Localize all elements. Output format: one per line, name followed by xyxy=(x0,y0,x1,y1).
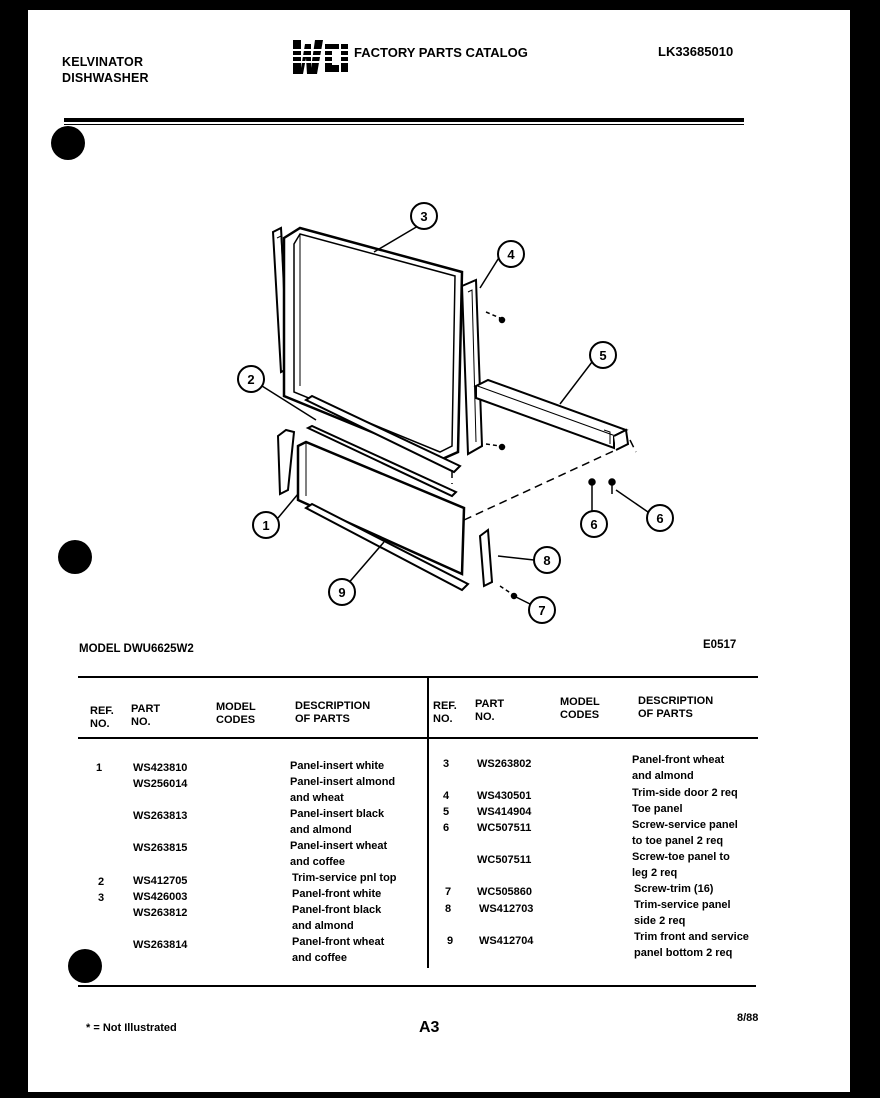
table-row: WS263812 xyxy=(133,907,188,919)
table-row: WS430501 xyxy=(477,790,532,802)
table-row: leg 2 req xyxy=(632,867,678,879)
table-row: 6 xyxy=(443,822,450,834)
product-type: DISHWASHER xyxy=(62,71,149,85)
table-row: Panel-insert wheat xyxy=(290,840,388,852)
table-row: and coffee xyxy=(290,856,346,868)
table-row: Panel-front wheat xyxy=(632,754,725,766)
table-row: 7 xyxy=(445,886,452,898)
service-panel-side-trim xyxy=(480,530,492,586)
header-model-codes-right: MODEL CODES xyxy=(560,696,600,721)
table-row: Panel-front wheat xyxy=(292,936,385,948)
table-header-rule xyxy=(78,737,758,739)
table-row: WS256014 xyxy=(133,778,188,790)
table-row: 4 xyxy=(443,790,450,802)
callout-5: 5 xyxy=(599,348,607,363)
table-row: Screw-trim (16) xyxy=(634,883,714,895)
header-ref-no-right: REF. NO. xyxy=(433,700,457,725)
table-row: 9 xyxy=(447,935,454,947)
catalog-number: LK33685010 xyxy=(658,44,734,59)
table-row: WS412703 xyxy=(479,903,534,915)
table-column-divider xyxy=(427,678,429,968)
callout-3: 3 xyxy=(420,209,428,224)
toe-panel xyxy=(476,380,628,450)
table-row: and almond xyxy=(632,770,694,782)
table-row: and wheat xyxy=(290,792,344,804)
table-bottom-rule xyxy=(78,985,756,987)
table-row: Panel-front black xyxy=(292,904,382,916)
table-row: WS412704 xyxy=(479,935,534,947)
table-row: 3 xyxy=(443,758,450,770)
table-row: 8 xyxy=(445,903,452,915)
table-row: WS263813 xyxy=(133,810,188,822)
table-top-rule xyxy=(78,676,758,678)
table-row: WC505860 xyxy=(477,886,533,898)
callout-1: 1 xyxy=(262,518,270,533)
callout-2: 2 xyxy=(247,372,255,387)
table-row: 2 xyxy=(98,876,105,888)
table-row: WC507511 xyxy=(477,822,532,834)
table-row: Panel-insert white xyxy=(290,760,385,772)
table-row: and almond xyxy=(290,824,352,836)
table-row: WS412705 xyxy=(133,875,188,887)
header-ref-no-left: REF. NO. xyxy=(90,705,114,730)
table-row: Trim front and service xyxy=(634,931,749,943)
callout-6b: 6 xyxy=(656,511,664,526)
table-row: Trim-side door 2 req xyxy=(632,787,738,799)
print-date: 8/88 xyxy=(737,1012,759,1024)
brand-name: KELVINATOR xyxy=(62,55,144,69)
table-row: to toe panel 2 req xyxy=(632,835,724,847)
callout-9: 9 xyxy=(338,585,346,600)
callout-8: 8 xyxy=(543,553,551,568)
page-id: A3 xyxy=(419,1019,440,1036)
table-row: Panel-front white xyxy=(292,888,382,900)
table-row: WC507511 xyxy=(477,854,532,866)
catalog-title: FACTORY PARTS CATALOG xyxy=(354,45,528,60)
callout-4: 4 xyxy=(507,247,515,262)
table-row: Toe panel xyxy=(632,803,683,815)
table-row: Trim-service panel xyxy=(634,899,731,911)
header-part-no-left: PART NO. xyxy=(131,703,161,728)
table-row: WS263814 xyxy=(133,939,188,951)
figure-code: E0517 xyxy=(703,639,737,651)
not-illustrated-note: * = Not Illustrated xyxy=(86,1022,177,1034)
table-row: Screw-service panel xyxy=(632,819,738,831)
callout-6a: 6 xyxy=(590,517,598,532)
table-row: 3 xyxy=(98,892,105,904)
table-row: side 2 req xyxy=(634,915,686,927)
table-row: 1 xyxy=(96,762,103,774)
table-row: WS414904 xyxy=(477,806,532,818)
table-row: panel bottom 2 req xyxy=(634,947,733,959)
table-row: Screw-toe panel to xyxy=(632,851,730,863)
header-model-codes-left: MODEL CODES xyxy=(216,701,256,726)
model-number: MODEL DWU6625W2 xyxy=(79,643,194,655)
callout-7: 7 xyxy=(538,603,546,618)
table-row: Trim-service pnl top xyxy=(292,872,397,884)
table-row: WS263815 xyxy=(133,842,188,854)
header-description-left: DESCRIPTION OF PARTS xyxy=(295,700,371,725)
header-part-no-right: PART NO. xyxy=(475,698,505,723)
table-row: WS263802 xyxy=(477,758,532,770)
table-row: WS426003 xyxy=(133,891,188,903)
logo-text: WCI xyxy=(289,38,291,39)
table-row: Panel-insert black xyxy=(290,808,385,820)
header-description-right: DESCRIPTION OF PARTS xyxy=(638,695,714,720)
table-row: and almond xyxy=(292,920,354,932)
table-row: WS423810 xyxy=(133,762,188,774)
table-row: Panel-insert almond xyxy=(290,776,396,788)
table-row: 5 xyxy=(443,806,450,818)
table-row: and coffee xyxy=(292,952,348,964)
side-door-trim-right xyxy=(462,280,482,454)
